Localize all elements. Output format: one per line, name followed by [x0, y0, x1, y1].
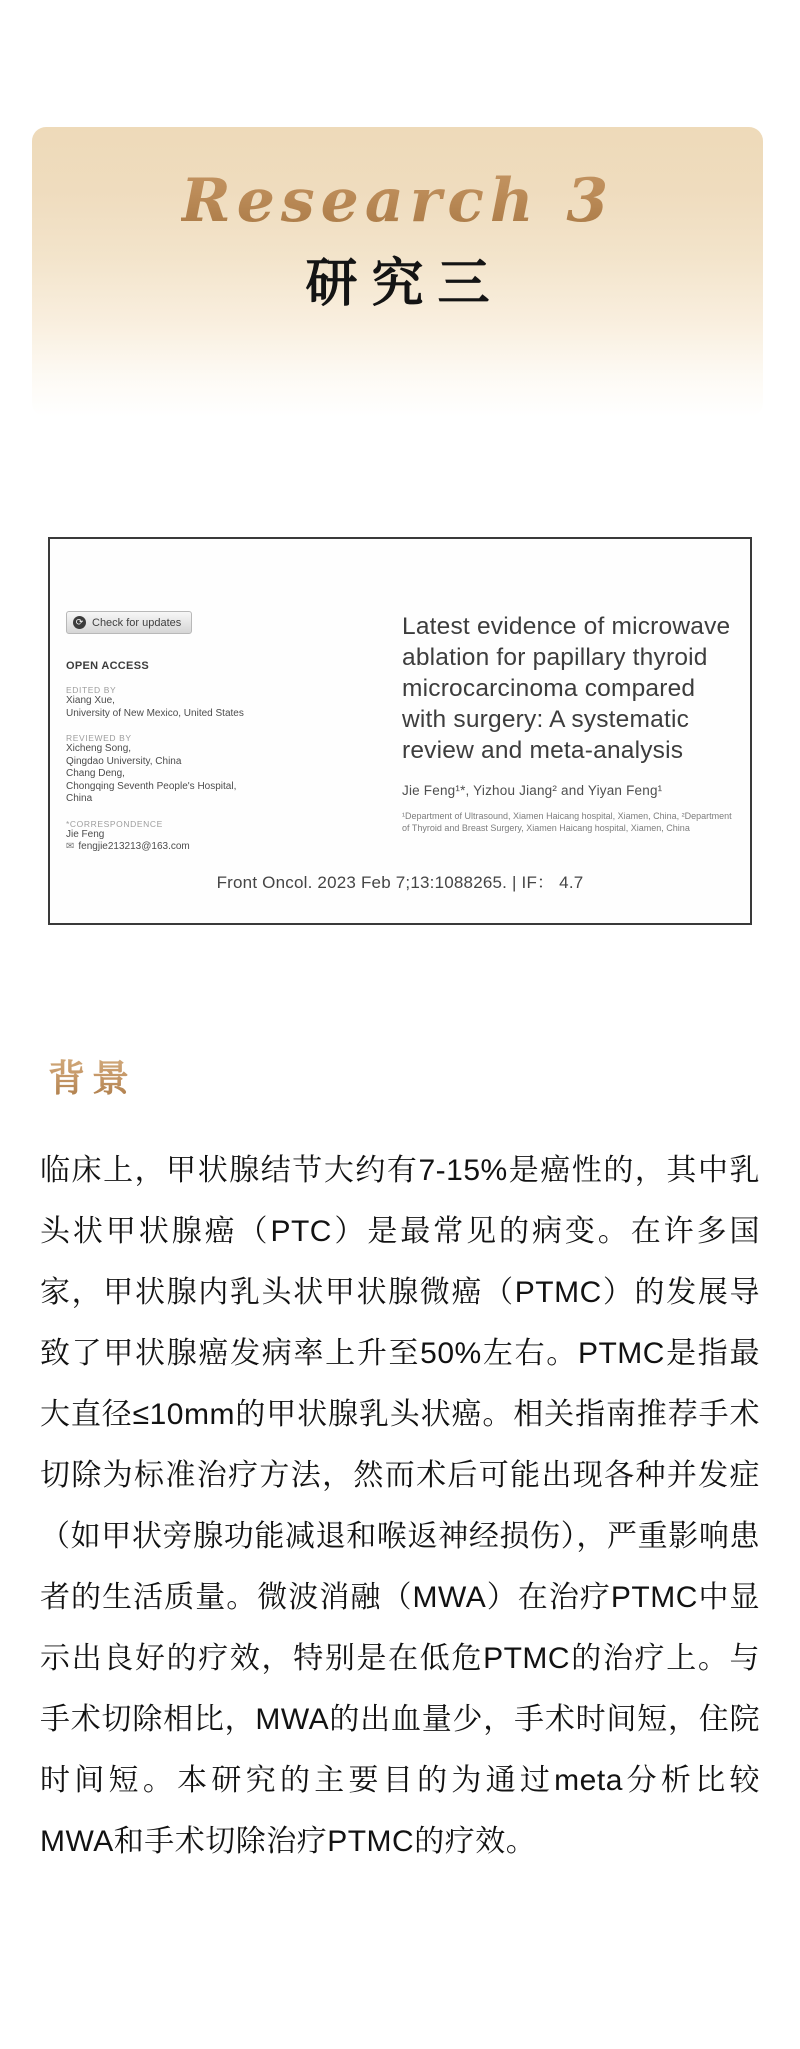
- header-title-english: Research 3: [181, 127, 614, 237]
- open-access-label: OPEN ACCESS: [66, 660, 149, 672]
- paper-authors: Jie Feng¹*, Yizhou Jiang² and Yiyan Feng¹: [402, 783, 663, 798]
- paper-title: Latest evidence of microwave ablation for papillary thyroid microcarcinoma compared with surgery: A systematic review and meta-analysis: [402, 613, 731, 764]
- header-title-chinese: 研究三: [305, 256, 504, 313]
- envelope-icon: ✉: [66, 841, 75, 852]
- paper-title-column: [386, 611, 736, 852]
- paper-screenshot-card: [48, 537, 752, 925]
- crossmark-icon: ⟳: [73, 616, 86, 629]
- editor-affiliation: University of New Mexico, United States: [66, 707, 244, 719]
- edited-by-label: EDITED BY: [66, 685, 117, 695]
- reviewer-line: Xicheng Song,: [66, 743, 132, 754]
- journal-citation: Front Oncol. 2023 Feb 7;13:1088265. | IF： 4.7: [216, 873, 584, 892]
- reviewer-line: Chongqing Seventh People's Hospital,: [66, 780, 237, 792]
- check-for-updates-button[interactable]: [66, 611, 192, 634]
- correspondence-label: *CORRESPONDENCE: [66, 818, 163, 829]
- background-paragraph: 临床上，甲状腺结节大约有7-15%是癌性的，其中乳头状甲状腺癌（PTC）是最常见的病变。在许多国家，甲状腺内乳头状甲状腺微癌（PTMC）的发展导致了甲状腺癌发病率上升至50%左右。PTMC是指最大直径≤10mm的甲状腺乳头状癌。相关指南推荐手术切除为标准治疗方法，然而术后可能出现各种并发症（如甲状旁腺功能减退和喉返神经损伤），严重影响患者的生活质量。微波消融（MWA）在治疗PTMC中显示出良好的疗效，特别是在低危PTMC的治疗上。与手术切除相比，MWA的出血量少，手术时间短，住院时间短。本研究的主要目的为通过meta分析比较MWA和手术切除治疗PTMC的疗效。: [40, 1154, 760, 1858]
- editor-name: Xiang Xue,: [66, 695, 115, 706]
- header-banner: [32, 127, 763, 417]
- correspondence-name: Jie Feng: [66, 828, 105, 840]
- reviewer-line: China: [66, 793, 93, 804]
- reviewer-line: Chang Deng,: [66, 768, 125, 779]
- paper-meta-column: [66, 611, 386, 852]
- check-for-updates-label: Check for updates: [92, 616, 182, 629]
- reviewed-by-label: REVIEWED BY: [66, 733, 132, 743]
- section-heading-background: 背景: [48, 1048, 136, 1102]
- reviewer-line: Qingdao University, China: [66, 755, 182, 767]
- paper-affiliations: ¹Department of Ultrasound, Xiamen Haicang hospital, Xiamen, China, ²Department of Thyroid and Breast Surgery, Xiamen Haicang hospital, Xiamen, China: [402, 811, 732, 833]
- correspondence-email-link[interactable]: fengjie213213@163.com: [78, 841, 190, 852]
